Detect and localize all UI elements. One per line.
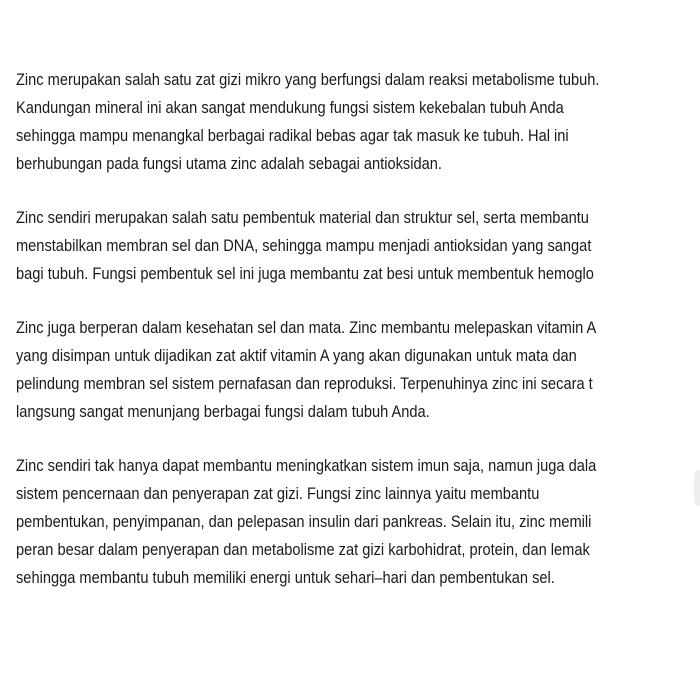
text-line: bagi tubuh. Fungsi pembentuk sel ini juga membantu zat besi untuk membentuk hemoglo [16,264,594,283]
paragraph-zinc-eye-health [16,314,700,426]
text-line: peran besar dalam penyerapan dan metabolisme zat gizi karbohidrat, protein, dan lemak [16,540,590,559]
text-line: menstabilkan membran sel dan DNA, sehingga mampu menjadi antioksidan yang sangat [16,236,592,255]
text-line: sehingga mampu menangkal berbagai radikal bebas agar tak masuk ke tubuh. Hal ini [16,126,569,145]
scroll-edge-indicator [694,470,700,506]
text-line: Zinc juga berperan dalam kesehatan sel dan mata. Zinc membantu melepaskan vitamin A [16,318,597,337]
text-line: langsung sangat menunjang berbagai fungsi dalam tubuh Anda. [16,402,430,421]
paragraph-zinc-metabolism [16,66,700,178]
text-line: pembentukan, penyimpanan, dan pelepasan insulin dari pankreas. Selain itu, zinc memili [16,512,592,531]
text-line: pelindung membran sel sistem pernafasan dan reproduksi. Terpenuhinya zinc ini secara t [16,374,593,393]
text-line: Zinc sendiri merupakan salah satu pembentuk material dan struktur sel, serta membantu [16,208,589,227]
paragraph-zinc-digestion [16,452,700,592]
article-body [16,66,700,618]
text-line: sehingga membantu tubuh memiliki energi untuk sehari–hari dan pembentukan sel. [16,568,555,587]
text-line: yang disimpan untuk dijadikan zat aktif vitamin A yang akan digunakan untuk mata dan [16,346,577,365]
text-line: berhubungan pada fungsi utama zinc adalah sebagai antioksidan. [16,154,442,173]
text-line: Zinc merupakan salah satu zat gizi mikro yang berfungsi dalam reaksi metabolisme tubuh. [16,70,600,89]
text-line: sistem pencernaan dan penyerapan zat gizi. Fungsi zinc lainnya yaitu membantu [16,484,540,503]
paragraph-zinc-cell-structure [16,204,700,288]
text-line: Kandungan mineral ini akan sangat mendukung fungsi sistem kekebalan tubuh Anda [16,98,564,117]
text-line: Zinc sendiri tak hanya dapat membantu meningkatkan sistem imun saja, namun juga dala [16,456,597,475]
